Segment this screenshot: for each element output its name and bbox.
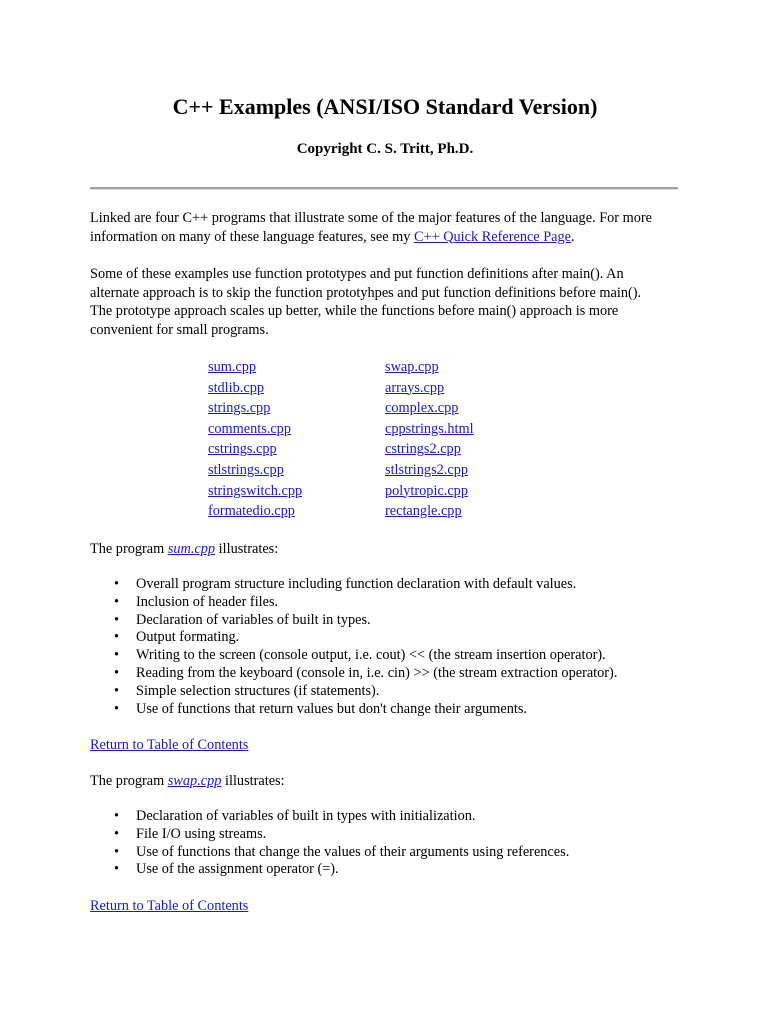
list-item (114, 808, 696, 826)
list-item (114, 843, 696, 862)
intro-p2-line-1: Some of these examples use function prototypes and put function definitions after main(). An (90, 266, 624, 282)
bullet-icon: • (114, 682, 120, 699)
swap-cpp-link[interactable]: swap.cpp (167, 773, 222, 789)
list-item (114, 861, 696, 879)
intro-p2-line-2: alternate approach is to skip the function prototyhpes and put function definitions before main(). (90, 284, 642, 301)
bullet-text: Writing to the screen (console output, i.e. cout) << (the stream insertion operator). (136, 647, 606, 664)
file-link-stringswitch[interactable]: stringswitch.cpp (208, 482, 303, 499)
file-link-cstrings2[interactable]: cstrings2.cpp (385, 441, 461, 458)
file-link-complex[interactable]: complex.cpp (385, 400, 459, 417)
file-link-stlstrings[interactable]: stlstrings.cpp (208, 461, 284, 478)
bullet-icon: • (114, 664, 120, 681)
file-list-left-column (208, 357, 302, 522)
section-prefix: The program (90, 541, 168, 557)
list-item (114, 647, 696, 665)
sum-cpp-link[interactable]: sum.cpp (167, 541, 216, 557)
file-link-polytropic[interactable]: polytropic.cpp (385, 482, 468, 499)
intro-end: . (571, 228, 575, 245)
file-link-swap[interactable]: swap.cpp (385, 359, 439, 375)
file-link-sum[interactable]: sum.cpp (208, 359, 257, 375)
file-link-comments[interactable]: comments.cpp (208, 420, 291, 437)
section-sum-intro (90, 540, 680, 559)
intro-p2-line-4: convenient for small programs. (90, 321, 269, 338)
file-link-formatedio[interactable]: formatedio.cpp (208, 503, 295, 520)
bullet-text: Use of functions that return values but don't change their arguments. (136, 700, 528, 717)
intro-p2-line-3: The prototype approach scales up better, while the functions before main() approach is more (90, 303, 619, 319)
bullet-icon: • (114, 647, 120, 664)
horizontal-rule (90, 187, 678, 190)
bullet-text: Output formating. (136, 629, 240, 646)
sum-feature-list (90, 576, 696, 718)
bullet-text: Declaration of variables of built in types with initialization. (136, 808, 476, 824)
bullet-icon: • (114, 808, 120, 824)
page-title: C++ Examples (ANSI/ISO Standard Version) (172, 94, 598, 119)
bullet-icon: • (114, 843, 120, 860)
section-swap-intro (90, 772, 680, 791)
intro-text: Linked are four C++ programs that illustrate some of the major features of the language. For more information on many of these language features, see my (90, 210, 653, 245)
list-item (114, 629, 696, 647)
bullet-text: Use of functions that change the values of their arguments using references. (136, 843, 570, 860)
bullet-icon: • (114, 576, 120, 592)
bullet-icon: • (114, 629, 120, 646)
file-link-strings[interactable]: strings.cpp (208, 400, 271, 417)
copyright-line: Copyright C. S. Tritt, Ph.D. (296, 141, 474, 157)
file-link-arrays[interactable]: arrays.cpp (385, 379, 445, 396)
bullet-icon: • (114, 861, 120, 878)
file-link-stlstrings2[interactable]: stlstrings2.cpp (385, 461, 469, 478)
bullet-icon: • (114, 611, 120, 628)
section-suffix: illustrates: (215, 541, 279, 557)
swap-feature-list (90, 808, 696, 879)
section-prefix: The program (90, 773, 168, 789)
return-to-toc-link-2[interactable]: Return to Table of Contents (90, 898, 249, 914)
list-item (114, 664, 696, 683)
list-item (114, 576, 696, 594)
bullet-text: Declaration of variables of built in types. (136, 611, 371, 628)
list-item (114, 825, 696, 844)
list-item (114, 682, 696, 701)
bullet-icon: • (114, 700, 120, 717)
section-suffix: illustrates: (221, 773, 285, 789)
list-item (114, 593, 696, 612)
bullet-icon: • (114, 825, 120, 842)
quick-reference-link[interactable]: C++ Quick Reference Page (413, 228, 572, 245)
bullet-text: File I/O using streams. (136, 825, 267, 842)
file-link-cppstrings[interactable]: cppstrings.html (385, 420, 474, 437)
bullet-icon: • (114, 593, 120, 610)
bullet-text: Use of the assignment operator (=). (136, 861, 339, 878)
file-link-cstrings[interactable]: cstrings.cpp (208, 441, 277, 458)
intro-paragraph-2 (90, 265, 680, 339)
return-to-toc-link[interactable]: Return to Table of Contents (90, 737, 249, 753)
bullet-text: Reading from the keyboard (console in, i.e. cin) >> (the stream extraction operator). (136, 664, 618, 681)
intro-paragraph-1 (90, 209, 680, 246)
list-item (114, 700, 696, 719)
list-item (114, 611, 696, 630)
bullet-text: Simple selection structures (if statements). (136, 682, 380, 699)
file-link-stdlib[interactable]: stdlib.cpp (208, 379, 264, 396)
bullet-text: Inclusion of header files. (136, 593, 279, 610)
bullet-text: Overall program structure including function declaration with default values. (136, 576, 577, 592)
file-list-right-column (385, 357, 474, 522)
file-link-rectangle[interactable]: rectangle.cpp (385, 503, 462, 520)
